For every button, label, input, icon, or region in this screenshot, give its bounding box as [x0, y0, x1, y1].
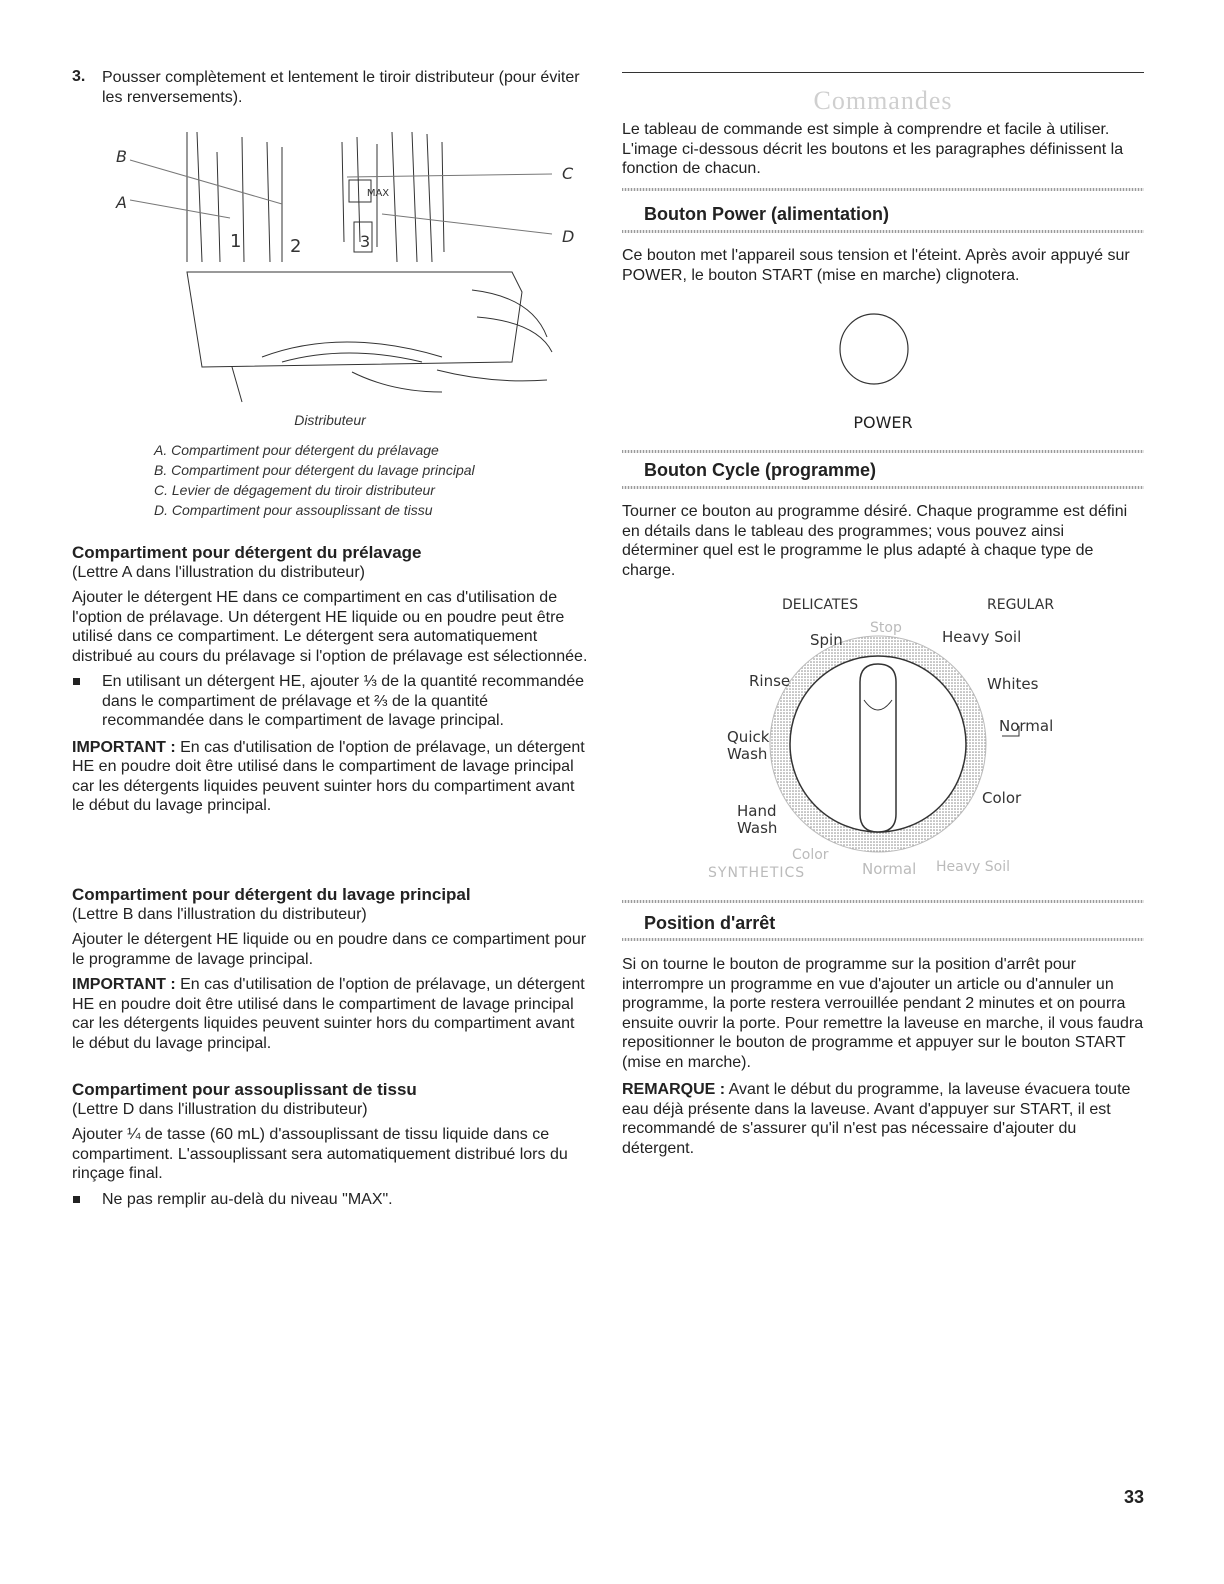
dial-hand: Hand	[737, 802, 777, 820]
bullet-square	[73, 678, 80, 685]
power-label: POWER	[853, 413, 913, 432]
prewash-bullet-text: En utilisant un détergent HE, ajouter ⅓ de la quantité recommandée dans le compartiment de prélavage et ⅔ de la quantité recommandée dans le compartiment de lavage principal.	[102, 673, 585, 729]
compartment-2-label: 2	[290, 236, 302, 257]
dial-heavy-soil: Heavy Soil	[942, 628, 1022, 646]
softener-body: Ajouter ¼ de tasse (60 mL) d'assouplissant de tissu liquide dans ce compartiment. L'assouplissant sera automatiquement distribué lors du rinçage final.	[72, 1126, 568, 1182]
prewash-bullet	[72, 672, 588, 731]
dispenser-illustration	[92, 122, 575, 407]
figure-caption: Distributeur	[294, 412, 366, 428]
title-rule	[622, 72, 1144, 73]
stop-position-note	[622, 1080, 1144, 1158]
dial-regular: REGULAR	[987, 597, 1055, 613]
callout-b: B	[116, 147, 127, 166]
dial-color-synthetics: Color	[792, 847, 829, 863]
callout-a: A	[116, 193, 127, 212]
important-text: En cas d'utilisation de l'option de prélavage, un détergent HE en poudre doit être utilisé dans le compartiment de lavage principal car les détergents liquides peuvent suinter hors du compartiment avant le début du lavage principal.	[72, 976, 585, 1052]
callout-c: C	[562, 164, 574, 183]
note-text: Avant le début du programme, la laveuse évacuera toute eau déjà présente dans la laveuse. Avant d'appuyer sur START, il est recommandé de s'assurer qu'il n'est pas nécessaire d'ajouter du détergent.	[622, 1081, 1131, 1157]
dial-normal-synthetics: Normal	[862, 860, 917, 878]
commandes-intro: Le tableau de commande est simple à comprendre et facile à utiliser. L'image ci-dessous décrit les boutons et les paragraphes définissent la fonction de chacun.	[622, 121, 1124, 177]
cycle-body: Tourner ce bouton au programme désiré. Chaque programme est défini en détails dans le tableau des programmes; vous pouvez ainsi déterminer quel est le programme le plus adapté à chaque type de charge.	[622, 503, 1128, 579]
page-number: 33	[1123, 1487, 1144, 1507]
softener-bullet	[72, 1190, 588, 1210]
prewash-body: Ajouter le détergent HE dans ce compartiment en cas d'utilisation de l'option de prélavage. Un détergent HE liquide ou en poudre peut être utilisé dans ce compartiment. Le détergent sera automatiquement distribué au cours du prélavage si l'option de prélavage est sélectionnée.	[72, 589, 588, 665]
divider	[622, 450, 1144, 453]
dial-rinse: Rinse	[749, 672, 791, 690]
dial-color: Color	[982, 789, 1022, 807]
dial-delicates: DELICATES	[782, 597, 859, 613]
mainwash-important	[72, 975, 588, 1053]
step-3	[72, 68, 588, 107]
legend-item: D. Compartiment pour assouplissant de tissu	[154, 502, 433, 518]
callout-d: D	[562, 227, 575, 246]
softener-heading: Compartiment pour assouplissant de tissu	[72, 1080, 417, 1099]
divider	[622, 486, 1144, 489]
legend-item: A. Compartiment pour détergent du prélavage	[154, 442, 439, 458]
divider	[622, 230, 1144, 233]
prewash-important	[72, 738, 588, 816]
stop-position-body: Si on tourne le bouton de programme sur la position d'arrêt pour interrompre un programme en vue d'ajouter un article ou d'annuler un programme, la porte restera verrouillée pendant 2 minutes et on pourra ensuite ouvrir la porte. Pour remettre la laveuse en marche, il vous faudra repositionner le bouton de programme et appuyer sur le bouton START (mise en marche).	[622, 956, 1144, 1071]
legend-item: B. Compartiment pour détergent du lavage principal	[154, 462, 475, 478]
dial-wash: Wash	[727, 745, 768, 763]
dial-stop: Stop	[870, 620, 902, 636]
softener-bullet-text: Ne pas remplir au-delà du niveau "MAX".	[102, 1190, 393, 1208]
important-text: En cas d'utilisation de l'option de prélavage, un détergent HE en poudre doit être utilisé dans le compartiment de lavage principal car les détergents liquides peuvent suinter hors du compartiment avant le début du lavage principal.	[72, 738, 585, 814]
legend-item: C. Levier de dégagement du tiroir distributeur	[154, 482, 435, 498]
divider	[622, 900, 1144, 903]
bullet-square	[73, 1196, 80, 1203]
cycle-heading: Bouton Cycle (programme)	[644, 460, 877, 480]
divider	[622, 938, 1144, 941]
mainwash-heading: Compartiment pour détergent du lavage principal	[72, 885, 471, 904]
commandes-title: Commandes	[813, 86, 953, 115]
power-button-illustration	[834, 312, 914, 392]
important-label: IMPORTANT :	[72, 738, 176, 756]
dial-whites: Whites	[987, 675, 1039, 693]
stop-position-heading: Position d'arrêt	[644, 913, 776, 933]
compartment-1-label: 1	[230, 231, 242, 252]
compartment-3-label: 3	[360, 232, 371, 251]
step-text: Pousser complètement et lentement le tiroir distributeur (pour éviter les renversements).	[102, 69, 580, 106]
note-label: REMARQUE :	[622, 1081, 726, 1098]
mainwash-body: Ajouter le détergent HE liquide ou en poudre dans ce compartiment pour le programme de lavage principal.	[72, 931, 587, 968]
prewash-subtitle: (Lettre A dans l'illustration du distributeur)	[72, 564, 365, 581]
prewash-section	[72, 543, 588, 816]
cycle-dial-illustration	[702, 592, 1082, 892]
dial-synthetics: SYNTHETICS	[708, 865, 806, 881]
divider	[622, 188, 1144, 191]
softener-section	[72, 1080, 588, 1209]
power-heading: Bouton Power (alimentation)	[644, 204, 889, 224]
figure-legend	[154, 440, 594, 520]
max-label: MAX	[366, 188, 390, 199]
important-label: IMPORTANT :	[72, 976, 176, 993]
mainwash-section	[72, 885, 588, 1053]
dial-heavy-soil-synthetics: Heavy Soil	[936, 859, 1010, 875]
step-number: 3.	[72, 68, 86, 85]
mainwash-subtitle: (Lettre B dans l'illustration du distributeur)	[72, 906, 367, 923]
prewash-heading: Compartiment pour détergent du prélavage	[72, 543, 422, 562]
dial-spin: Spin	[810, 631, 843, 649]
dial-quick: Quick	[727, 728, 770, 746]
dial-wash: Wash	[737, 819, 778, 837]
dial-normal: Normal	[999, 717, 1054, 735]
softener-subtitle: (Lettre D dans l'illustration du distributeur)	[72, 1101, 368, 1118]
power-body: Ce bouton met l'appareil sous tension et l'éteint. Après avoir appuyé sur POWER, le bouton START (mise en marche) clignotera.	[622, 247, 1130, 284]
